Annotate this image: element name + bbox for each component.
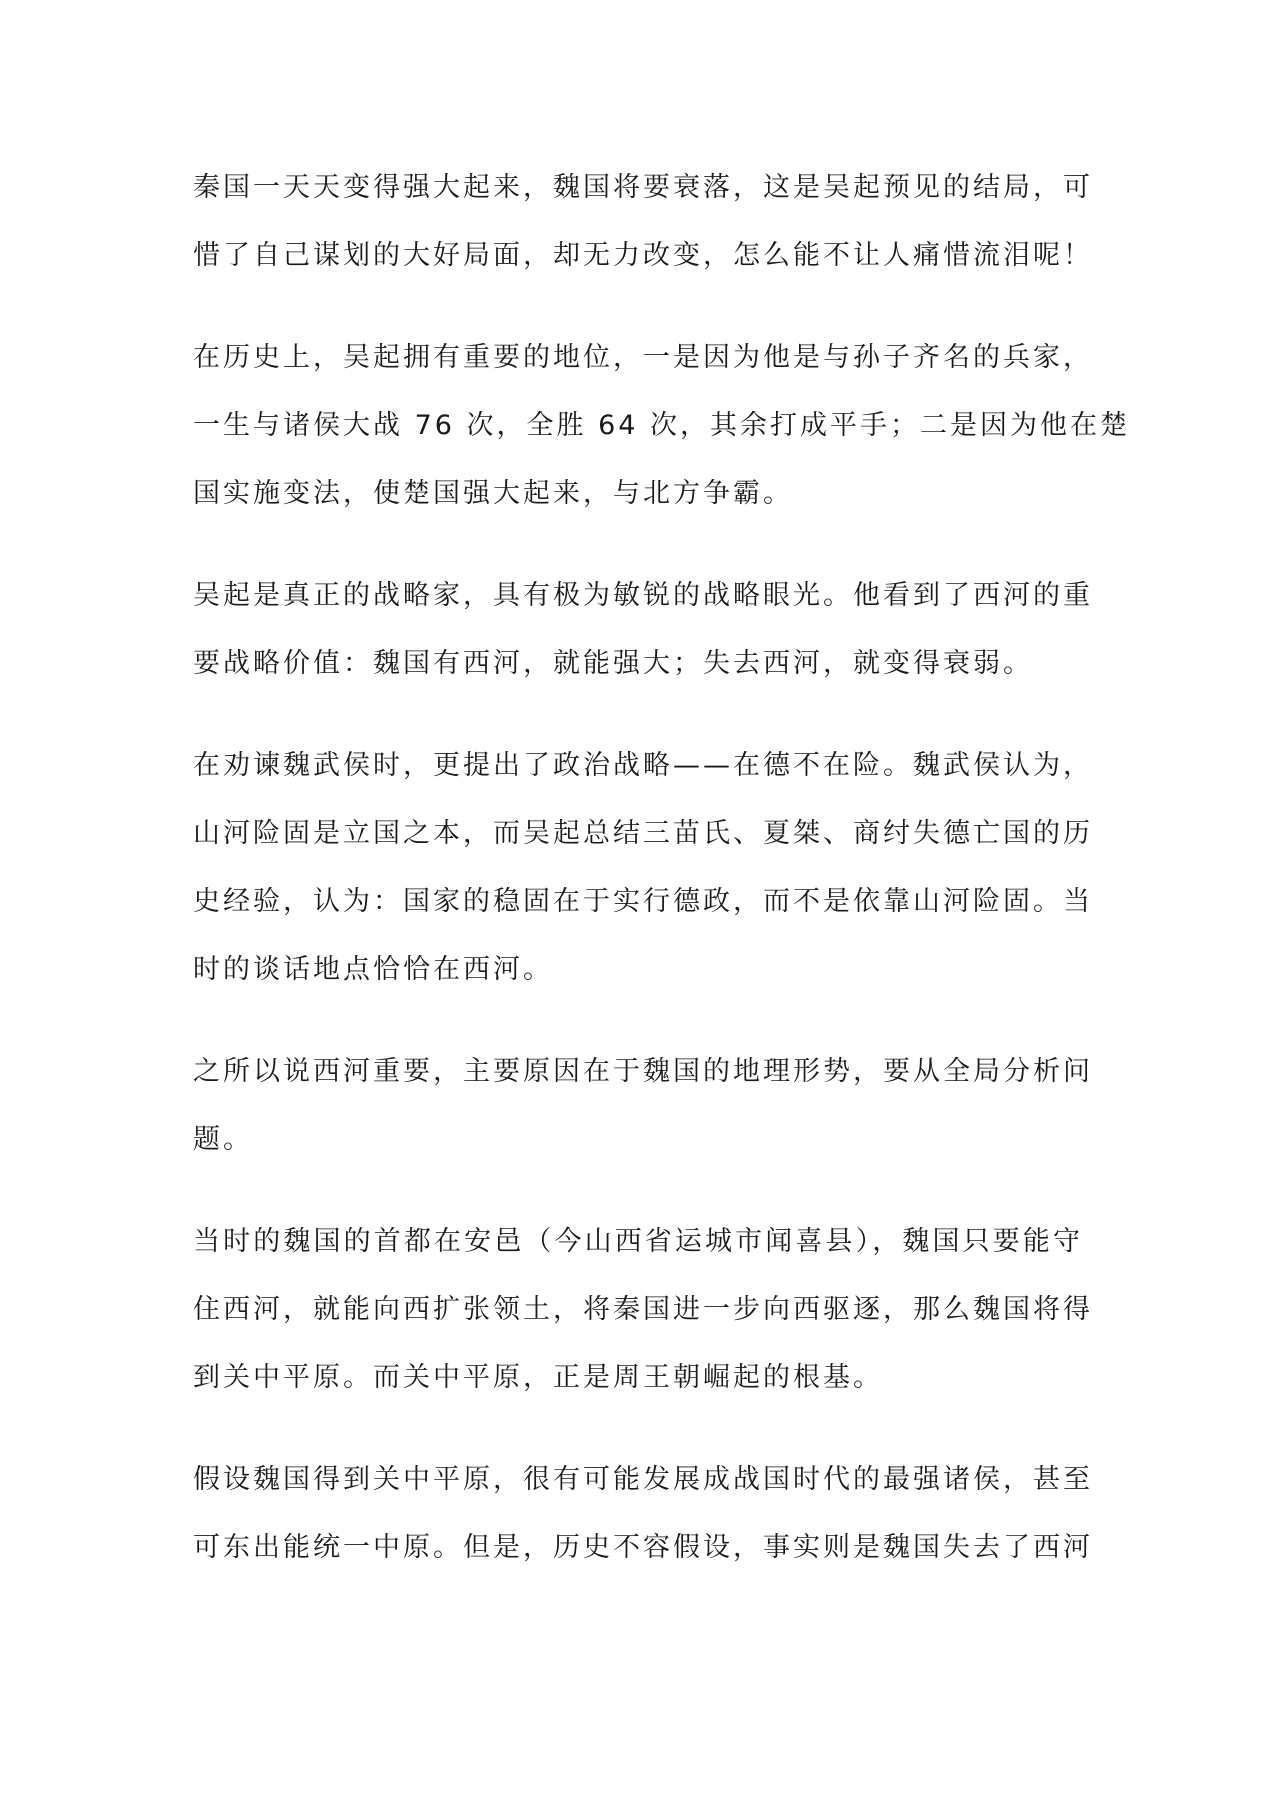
text-line: 史经验，认为：国家的稳固在于实行德政，而不是依靠山河险固。当	[193, 886, 1093, 917]
paragraph-1	[193, 160, 1093, 296]
text-line: 到关中平原。而关中平原，正是周王朝崛起的根基。	[193, 1362, 883, 1393]
text-line: 当时的魏国的首都在安邑（今山西省运城市闻喜县），魏国只要能守	[193, 1226, 1083, 1257]
text-line: 可东出能统一中原。但是，历史不容假设，事实则是魏国失去了西河	[193, 1532, 1093, 1563]
text-line: 吴起是真正的战略家，具有极为敏锐的战略眼光。他看到了西河的重	[193, 580, 1093, 611]
text-line: 秦国一天天变得强大起来，魏国将要衰落，这是吴起预见的结局，可	[193, 172, 1093, 203]
text-line: 之所以说西河重要，主要原因在于魏国的地理形势，要从全局分析问	[193, 1056, 1093, 1087]
paragraph-7	[193, 1452, 1093, 1588]
text-line: 要战略价值：魏国有西河，就能强大；失去西河，就变得衰弱。	[193, 648, 1033, 679]
text-line: 国实施变法，使楚国强大起来，与北方争霸。	[193, 478, 793, 509]
paragraph-2	[193, 330, 1131, 534]
text-line: 假设魏国得到关中平原，很有可能发展成战国时代的最强诸侯，甚至	[193, 1464, 1093, 1495]
text-line: 题。	[193, 1124, 253, 1155]
text-line: 一生与诸侯大战 76 次，全胜 64 次，其余打成平手；二是因为他在楚	[193, 410, 1131, 441]
text-line: 在历史上，吴起拥有重要的地位，一是因为他是与孙子齐名的兵家，	[193, 342, 1093, 373]
text-line: 山河险固是立国之本，而吴起总结三苗氏、夏桀、商纣失德亡国的历	[193, 818, 1093, 849]
text-line: 惜了自己谋划的大好局面，却无力改变，怎么能不让人痛惜流泪呢！	[193, 240, 1093, 271]
paragraph-4	[193, 738, 1093, 1010]
paragraph-5	[193, 1044, 1093, 1180]
paragraph-3	[193, 568, 1093, 704]
paragraph-6	[193, 1214, 1093, 1418]
text-line: 时的谈话地点恰恰在西河。	[193, 954, 553, 985]
document-body	[193, 160, 1131, 1622]
text-line: 住西河，就能向西扩张领土，将秦国进一步向西驱逐，那么魏国将得	[193, 1294, 1093, 1325]
text-line: 在劝谏魏武侯时，更提出了政治战略——在德不在险。魏武侯认为，	[193, 750, 1093, 781]
